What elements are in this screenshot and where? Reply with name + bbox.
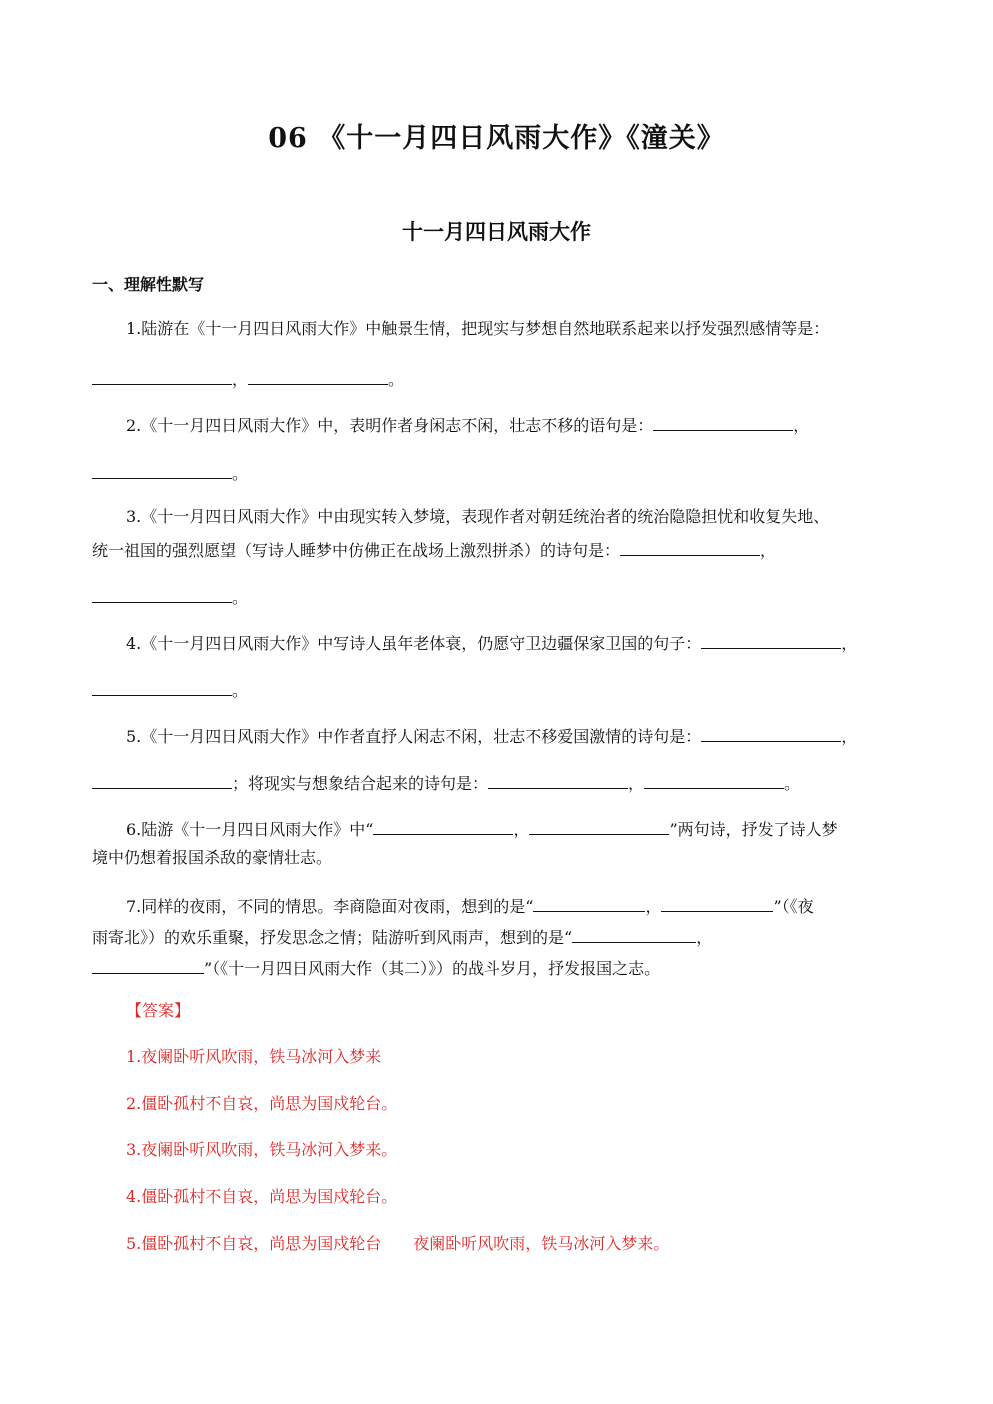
fill-blank[interactable]: [701, 723, 841, 742]
fill-blank[interactable]: [92, 677, 232, 696]
fill-blank[interactable]: [92, 366, 232, 385]
question-7-continued: [92, 955, 904, 980]
punct-period: 。: [232, 588, 249, 607]
question-2-answer-line: [92, 460, 904, 485]
answer-2: 2.僵卧孤村不自哀，尚思为国戍轮台。: [126, 1094, 398, 1113]
question-text: 6.陆游《十一月四日风雨大作》中“: [126, 820, 374, 839]
punct-comma: ，: [696, 928, 713, 947]
punct-period: 。: [232, 681, 249, 700]
question-text: ”（《夜: [773, 897, 814, 916]
question-text: 境中仍想着报国杀敌的豪情壮志。: [92, 848, 333, 867]
fill-blank[interactable]: [533, 893, 645, 912]
punct-comma: ，: [841, 634, 858, 653]
question-1: [92, 318, 938, 340]
punct-comma: ，: [841, 727, 858, 746]
question-2: [92, 412, 938, 437]
question-text: ”两句诗，抒发了诗人梦: [669, 820, 838, 839]
question-text: 1.陆游在《十一月四日风雨大作》中触景生情，把现实与梦想自然地联系起来以抒发强烈感情等是：: [126, 319, 830, 338]
punct-comma: ，: [760, 541, 777, 560]
question-text: 5.《十一月四日风雨大作》中作者直抒人闲志不闲，壮志不移爱国激情的诗句是：: [126, 727, 702, 746]
question-text: 3.《十一月四日风雨大作》中由现实转入梦境，表现作者对朝廷统治者的统治隐隐担忧和收复失地、: [126, 507, 830, 526]
fill-blank[interactable]: [644, 770, 784, 789]
fill-blank[interactable]: [373, 816, 513, 835]
fill-blank[interactable]: [92, 460, 232, 479]
question-text: 统一祖国的强烈愿望（写诗人睡梦中仿佛正在战场上激烈拼杀）的诗句是：: [92, 541, 621, 560]
question-7: [92, 893, 938, 918]
question-4-answer-line: [92, 677, 904, 702]
question-text: 7.同样的夜雨，不同的情思。李商隐面对夜雨，想到的是“: [126, 897, 534, 916]
answer-4: 4.僵卧孤村不自哀，尚思为国戍轮台。: [126, 1187, 398, 1206]
fill-blank[interactable]: [661, 893, 773, 912]
answer-label: 【答案】: [126, 1001, 191, 1020]
punct-period: 。: [784, 774, 801, 793]
poem-subtitle: 十一月四日风雨大作: [402, 219, 591, 244]
question-text: 4.《十一月四日风雨大作》中写诗人虽年老体衰，仍愿守卫边疆保家卫国的句子：: [126, 634, 702, 653]
fill-blank[interactable]: [92, 770, 232, 789]
fill-blank[interactable]: [653, 412, 793, 431]
punct-period: 。: [388, 370, 405, 389]
question-3-continued: [92, 537, 904, 562]
page-title: 06 《十一月四日风雨大作》《潼关》: [268, 123, 725, 154]
answer-5: 5.僵卧孤村不自哀，尚思为国戍轮台 夜阑卧听风吹雨，铁马冰河入梦来。: [126, 1234, 670, 1253]
punct-comma: ，: [232, 370, 249, 389]
question-text: ”（《十一月四日风雨大作（其二）》）的战斗岁月，抒发报国之志。: [204, 959, 661, 978]
punct-period: 。: [232, 464, 249, 483]
fill-blank[interactable]: [488, 770, 628, 789]
question-3-answer-line: [92, 584, 904, 609]
fill-blank[interactable]: [92, 955, 204, 974]
question-1-answer-line: [92, 366, 904, 391]
fill-blank[interactable]: [701, 630, 841, 649]
fill-blank[interactable]: [92, 584, 232, 603]
question-text: 2.《十一月四日风雨大作》中，表明作者身闲志不闲，壮志不移的语句是：: [126, 416, 654, 435]
punct-comma: ，: [513, 820, 530, 839]
answer-3: 3.夜阑卧听风吹雨，铁马冰河入梦来。: [126, 1140, 398, 1159]
question-3: [92, 506, 938, 528]
question-6-continued: [92, 847, 904, 869]
section-heading: 一、理解性默写: [92, 275, 205, 294]
punct-comma: ，: [628, 774, 645, 793]
question-5: [92, 723, 938, 748]
fill-blank[interactable]: [529, 816, 669, 835]
question-5-continued: [92, 770, 904, 795]
fill-blank[interactable]: [248, 366, 388, 385]
answer-1: 1.夜阑卧听风吹雨，铁马冰河入梦来: [126, 1047, 382, 1066]
fill-blank[interactable]: [572, 924, 696, 943]
fill-blank[interactable]: [620, 537, 760, 556]
punct-comma: ，: [793, 416, 810, 435]
punct-comma: ，: [645, 897, 662, 916]
question-4: [92, 630, 938, 655]
question-7-continued: [92, 924, 904, 949]
question-6: [92, 816, 938, 841]
question-text: 雨寄北》）的欢乐重聚，抒发思念之情；陆游听到风雨声，想到的是“: [92, 928, 573, 947]
question-text: ；将现实与想象结合起来的诗句是：: [232, 774, 489, 793]
